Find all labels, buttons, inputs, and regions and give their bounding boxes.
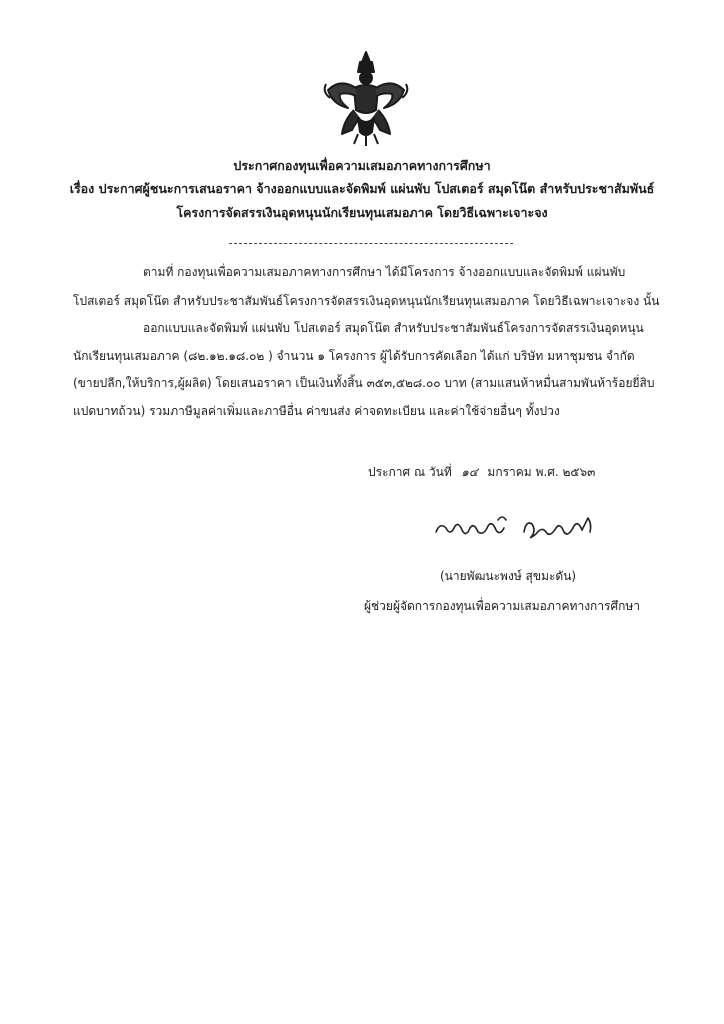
announcement-subject: เรื่อง ประกาศผู้ชนะการเสนอราคา จ้างออกแบบและจัดพิมพ์ แผ่นพับ โปสเตอร์ สมุดโน๊ต สำหรับประชาสัมพันธ์ [69,181,655,196]
date-day: ๑๔ [461,465,478,479]
body-line: (ขายปลีก,ให้บริการ,ผู้ผลิต) โดยเสนอราคา เป็นเงินทั้งสิ้น ๓๕๓,๕๒๘.๐๐ บาท (สามแสนห้าหมื่นสามพันห้าร้อยยี่สิบ [73,376,655,390]
date-prefix: ประกาศ ณ วันที่ [368,465,452,479]
signer-name: (นายพัฒนะพงษ์ สุขมะดัน) [440,569,577,583]
divider [229,243,513,244]
announcement-project: โครงการจัดสรรเงินอุดหนุนนักเรียนทุนเสมอภาค โดยวิธีเฉพาะเจาะจง [176,205,548,220]
body-line: นักเรียนทุนเสมอภาค (๘๒.๑๒.๑๘.๐๒ ) จำนวน ๑ โครงการ ผู้ได้รับการคัดเลือก ได้แก่ บริษัท มหาชุมชน จำกัด [73,349,635,363]
body-line: ตามที่ กองทุนเพื่อความเสมอภาคทางการศึกษา ได้มีโครงการ จ้างออกแบบและจัดพิมพ์ แผ่นพับ [143,265,626,279]
announcement-date [368,463,595,482]
body-line: โปสเตอร์ สมุดโน๊ต สำหรับประชาสัมพันธ์โครงการจัดสรรเงินอุดหนุนนักเรียนทุนเสมอภาค โดยวิธีเฉพาะเจาะจง นั้น [73,294,660,308]
body-line: แปดบาทถ้วน) รวมภาษีมูลค่าเพิ่มและภาษีอื่น ค่าขนส่ง ค่าจดทะเบียน และค่าใช้จ่ายอื่นๆ ทั้งปวง [73,404,560,418]
handwritten-signature [432,510,602,544]
announcement-title: ประกาศกองทุนเพื่อความเสมอภาคทางการศึกษา [233,158,491,173]
signer-position: ผู้ช่วยผู้จัดการกองทุนเพื่อความเสมอภาคทางการศึกษา [364,599,641,613]
body-line: ออกแบบและจัดพิมพ์ แผ่นพับ โปสเตอร์ สมุดโน๊ต สำหรับประชาสัมพันธ์โครงการจัดสรรเงินอุดหนุน [143,321,644,335]
garuda-emblem-icon [318,48,414,148]
date-month-year: มกราคม พ.ศ. ๒๕๖๓ [487,465,596,479]
